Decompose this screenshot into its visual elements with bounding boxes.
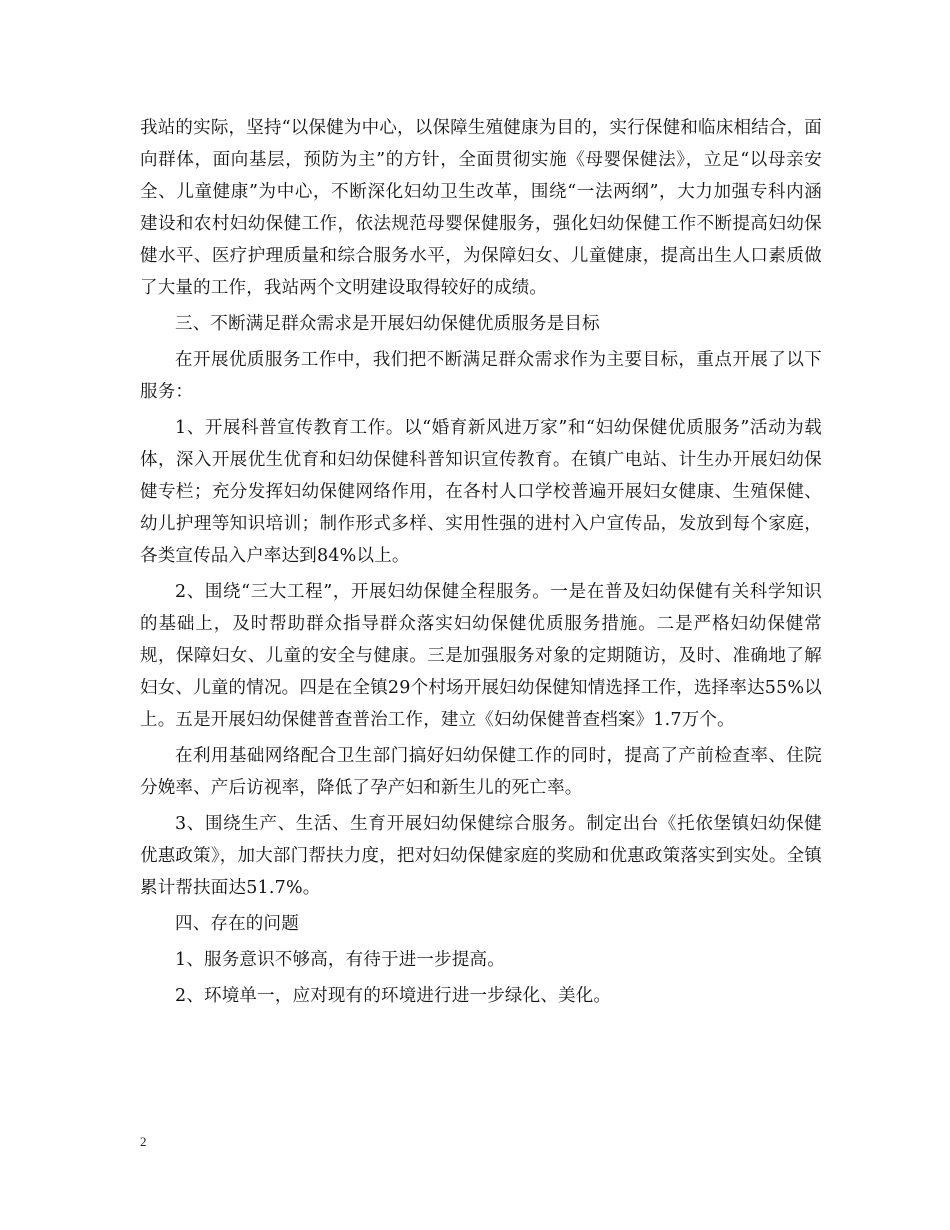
paragraph-item-2-full-service: 2、围绕“三大工程”，开展妇幼保健全程服务。一是在普及妇幼保健有关科学知识的基础上，及时帮助群众指导群众落实妇幼保健优质服务措施。二是严格妇幼保健常规，保障妇女、儿童的安全与健康。三是加强服务对象的定期随访，及时、准确地了解妇女、儿童的情况。四是在全镇29个村场开展妇幼保健知情选择工作，选择率达55%以上。五是开展妇幼保健普查普治工作，建立《妇幼保健普查档案》1.7万个。 [140, 582, 822, 730]
document-body [140, 112, 822, 1016]
paragraph-item-1-education: 1、开展科普宣传教育工作。以“婚育新风进万家”和“妇幼保健优质服务”活动为载体，深入开展优生优育和妇幼保健科普知识宣传教育。在镇广电站、计生办开展妇幼保健专栏；充分发挥妇幼保健网络作用，在各村人口学校普遍开展妇女健康、生殖保健、幼儿护理等知识培训；制作形式多样、实用性强的进村入户宣传品，发放到每个家庭，各类宣传品入户率达到84%以上。 [140, 418, 822, 566]
paragraph-intro: 我站的实际，坚持“以保健为中心，以保障生殖健康为目的，实行保健和临床相结合，面向群体，面向基层，预防为主”的方针，全面贯彻实施《母婴保健法》，立足“以母亲安全、儿童健康”为中心，不断深化妇幼卫生改革，围绕“一法两纲”，大力加强专科内涵建设和农村妇幼保健工作，依法规范母婴保健服务，强化妇幼保健工作不断提高妇幼保健水平、医疗护理质量和综合服务水平，为保障妇女、儿童健康，提高出生人口素质做了大量的工作，我站两个文明建设取得较好的成绩。 [140, 118, 822, 298]
paragraph-health-network: 在利用基础网络配合卫生部门搞好妇幼保健工作的同时，提高了产前检查率、住院分娩率、产后访视率，降低了孕产妇和新生儿的死亡率。 [140, 746, 822, 798]
paragraph-service-goal: 在开展优质服务工作中，我们把不断满足群众需求作为主要目标，重点开展了以下服务： [140, 350, 822, 402]
paragraph-item-3-comprehensive: 3、围绕生产、生活、生育开展妇幼保健综合服务。制定出台《托依堡镇妇幼保健优惠政策》，加大部门帮扶力度，把对妇幼保健家庭的奖励和优惠政策落实到实处。全镇累计帮扶面达51.7%。 [140, 814, 822, 898]
heading-section-four: 四、存在的问题 [175, 914, 299, 934]
heading-section-three: 三、不断满足群众需求是开展妇幼保健优质服务是目标 [175, 314, 600, 334]
paragraph-problem-1: 1、服务意识不够高，有待于进一步提高。 [175, 950, 505, 970]
paragraph-problem-2: 2、环境单一，应对现有的环境进行进一步绿化、美化。 [175, 986, 612, 1006]
page-number: 2 [140, 1134, 147, 1149]
